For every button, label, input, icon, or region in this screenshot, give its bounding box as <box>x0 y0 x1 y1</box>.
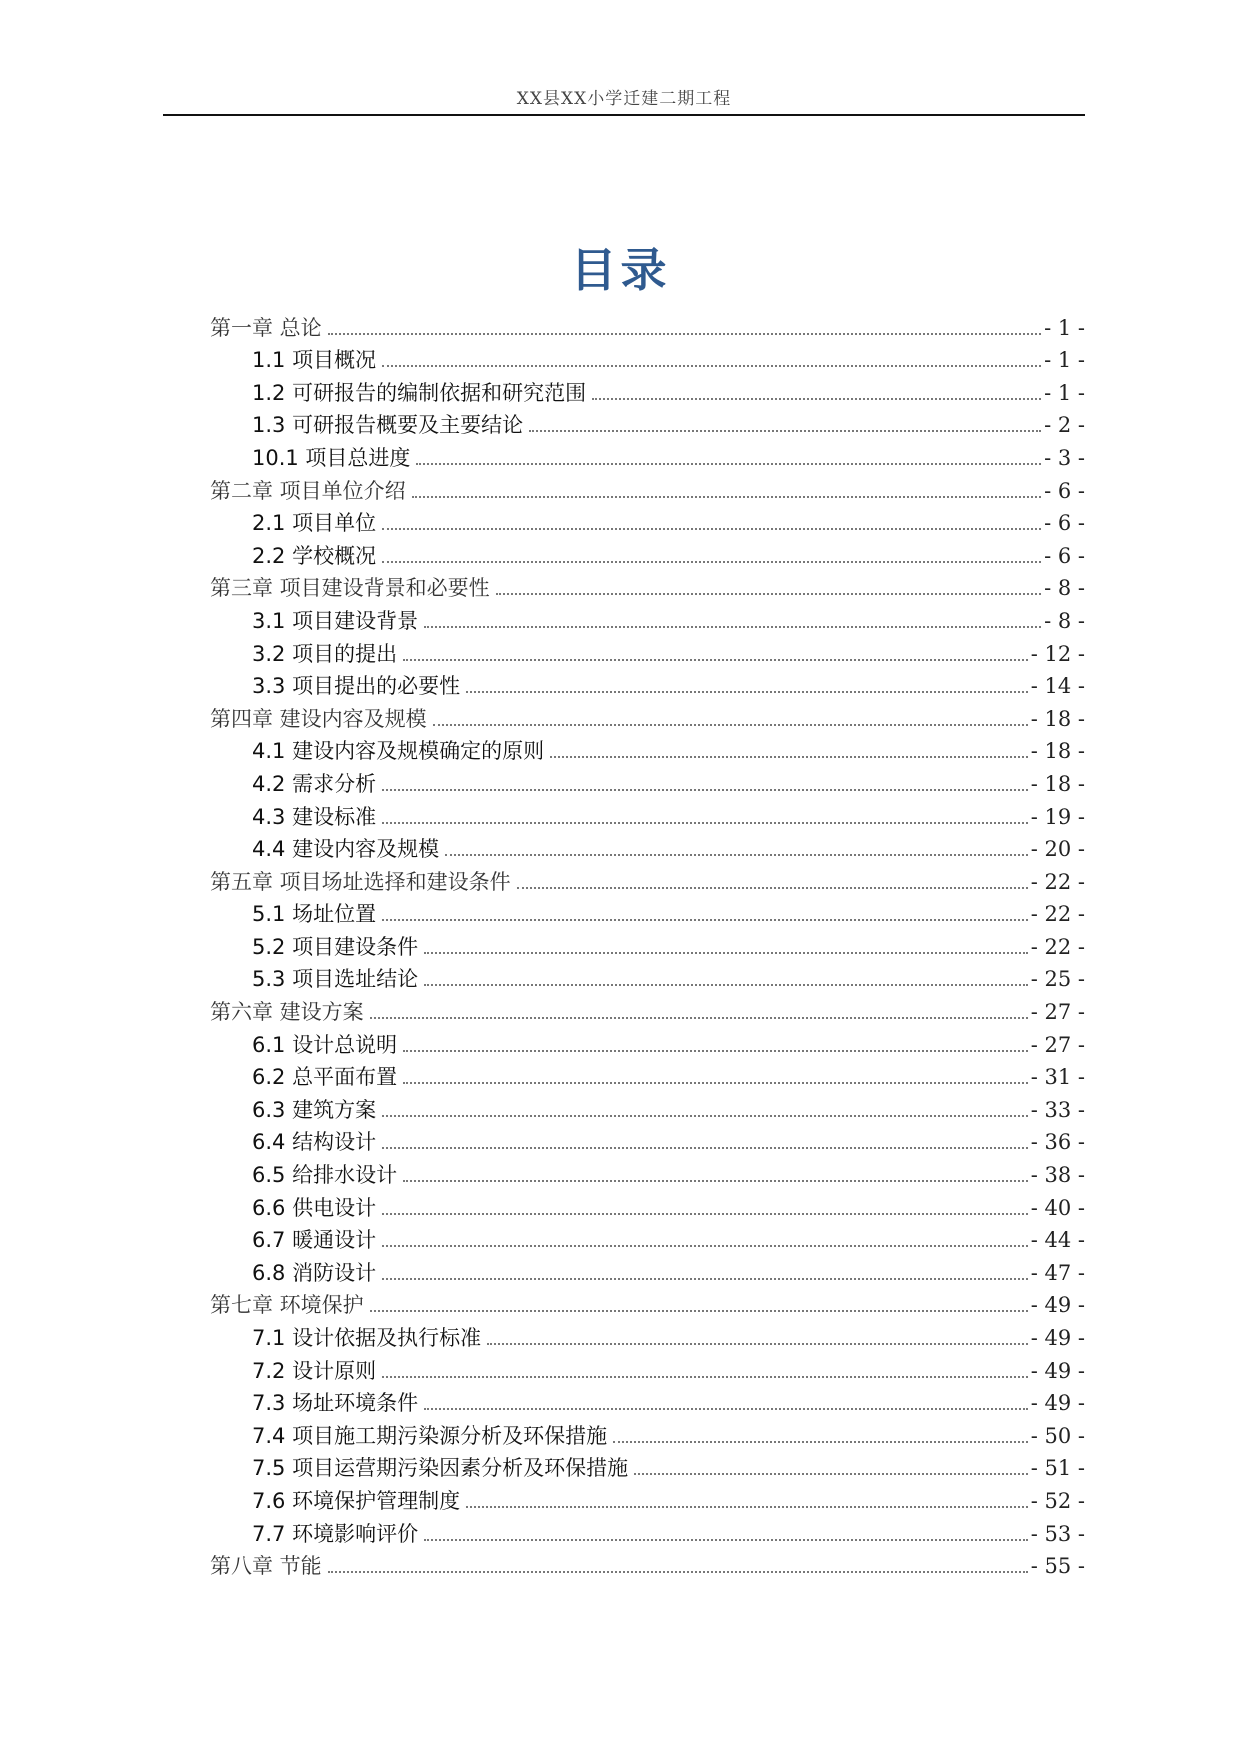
toc-page-number: - 12 - <box>1030 641 1085 666</box>
toc-page-number: - 6 - <box>1044 511 1085 536</box>
toc-entry-label: 2.2 学校概况 <box>252 543 377 568</box>
toc-dot-leader <box>529 430 1041 432</box>
toc-dot-leader <box>382 1376 1028 1378</box>
toc-dot-leader <box>328 333 1041 335</box>
toc-section-entry[interactable] <box>210 962 1085 995</box>
toc-entry-label: 7.3 场址环境条件 <box>252 1391 419 1416</box>
toc-entry-label: 6.3 建筑方案 <box>252 1097 377 1122</box>
toc-dot-leader <box>382 822 1028 824</box>
toc-dot-leader <box>496 593 1041 595</box>
toc-chapter-entry[interactable] <box>210 571 1085 604</box>
toc-dot-leader <box>382 1147 1028 1149</box>
toc-entry-label: 7.2 设计原则 <box>252 1358 377 1383</box>
toc-section-entry[interactable] <box>210 1353 1085 1386</box>
toc-entry-label: 5.3 项目选址结论 <box>252 967 419 992</box>
toc-page-number: - 40 - <box>1030 1195 1085 1220</box>
toc-dot-leader <box>424 1539 1028 1541</box>
toc-page-number: - 52 - <box>1030 1488 1085 1513</box>
toc-dot-leader <box>433 724 1028 726</box>
toc-entry-label: 6.7 暖通设计 <box>252 1228 377 1253</box>
toc-entry-label: 10.1 项目总进度 <box>252 445 411 470</box>
toc-dot-leader <box>613 1441 1028 1443</box>
toc-section-entry[interactable] <box>210 1092 1085 1125</box>
toc-page-number: - 6 - <box>1044 543 1085 568</box>
toc-dot-leader <box>466 691 1028 693</box>
toc-page-number: - 6 - <box>1044 478 1085 503</box>
toc-entry-label: 4.2 需求分析 <box>252 771 377 796</box>
toc-chapter-entry[interactable] <box>210 310 1085 343</box>
toc-dot-leader <box>487 1343 1028 1345</box>
toc-dot-leader <box>445 854 1028 856</box>
toc-section-entry[interactable] <box>210 799 1085 832</box>
toc-section-entry[interactable] <box>210 1125 1085 1158</box>
toc-page-number: - 44 - <box>1030 1228 1085 1253</box>
running-header: XX县XX小学迁建二期工程 <box>516 89 732 109</box>
toc-chapter-entry[interactable] <box>210 864 1085 897</box>
toc-section-entry[interactable] <box>210 1386 1085 1419</box>
toc-entry-label: 4.1 建设内容及规模确定的原则 <box>252 739 545 764</box>
toc-entry-label: 7.5 项目运营期污染因素分析及环保措施 <box>252 1456 629 1481</box>
toc-section-entry[interactable] <box>210 408 1085 441</box>
toc-section-entry[interactable] <box>210 1190 1085 1223</box>
toc-entry-label: 6.5 给排水设计 <box>252 1163 398 1188</box>
toc-page-number: - 49 - <box>1030 1358 1085 1383</box>
toc-dot-leader <box>328 1571 1028 1573</box>
toc-entry-label: 第八章 节能 <box>210 1554 322 1579</box>
toc-entry-label: 7.1 设计依据及执行标准 <box>252 1326 482 1350</box>
toc-section-entry[interactable] <box>210 375 1085 408</box>
toc-page-number: - 51 - <box>1030 1456 1085 1481</box>
toc-entry-label: 3.1 项目建设背景 <box>252 608 419 633</box>
toc-section-entry[interactable] <box>210 506 1085 539</box>
toc-section-entry[interactable] <box>210 1157 1085 1190</box>
toc-dot-leader <box>382 1278 1028 1280</box>
toc-section-entry[interactable] <box>210 603 1085 636</box>
toc-dot-leader <box>416 463 1041 465</box>
toc-dot-leader <box>424 626 1041 628</box>
toc-entry-label: 6.6 供电设计 <box>252 1195 377 1220</box>
toc-dot-leader <box>592 398 1041 400</box>
header-divider <box>163 114 1085 116</box>
toc-dot-leader <box>424 1408 1028 1410</box>
toc-page-number: - 8 - <box>1044 608 1085 633</box>
toc-section-entry[interactable] <box>210 766 1085 799</box>
toc-page-number: - 38 - <box>1030 1163 1085 1188</box>
toc-chapter-entry[interactable] <box>210 1549 1085 1582</box>
toc-page-number: - 53 - <box>1030 1521 1085 1546</box>
toc-page-number: - 22 - <box>1030 934 1085 959</box>
toc-entry-label: 第一章 总论 <box>210 315 322 340</box>
toc-page-number: - 50 - <box>1030 1423 1085 1448</box>
toc-page-number: - 25 - <box>1030 967 1085 992</box>
toc-dot-leader <box>517 887 1028 889</box>
toc-dot-leader <box>370 1017 1028 1019</box>
toc-page-number: - 22 - <box>1030 902 1085 927</box>
toc-page-number: - 49 - <box>1030 1293 1085 1318</box>
toc-entry-label: 第五章 项目场址选择和建设条件 <box>210 869 511 894</box>
toc-dot-leader <box>382 1213 1028 1215</box>
toc-page-number: - 47 - <box>1030 1260 1085 1285</box>
toc-entry-label: 6.4 结构设计 <box>252 1130 377 1155</box>
toc-entry-label: 5.2 项目建设条件 <box>252 934 419 959</box>
toc-chapter-entry[interactable] <box>210 1288 1085 1321</box>
toc-dot-leader <box>403 1050 1028 1052</box>
toc-page-number: - 27 - <box>1030 1000 1085 1025</box>
toc-section-entry[interactable] <box>210 734 1085 767</box>
toc-section-entry[interactable] <box>210 538 1085 571</box>
toc-entry-label: 3.3 项目提出的必要性 <box>252 674 461 699</box>
toc-dot-leader <box>634 1473 1028 1475</box>
toc-dot-leader <box>424 984 1028 986</box>
toc-entry-label: 4.3 建设标准 <box>252 804 377 829</box>
toc-section-entry[interactable] <box>210 832 1085 865</box>
toc-section-entry[interactable] <box>210 669 1085 702</box>
toc-dot-leader <box>403 659 1028 661</box>
toc-page-number: - 2 - <box>1044 413 1085 438</box>
toc-dot-leader <box>382 1245 1028 1247</box>
toc-entry-label: 6.2 总平面布置 <box>252 1065 398 1090</box>
toc-entry-label: 7.6 环境保护管理制度 <box>252 1488 461 1513</box>
toc-page-number: - 22 - <box>1030 869 1085 894</box>
toc-dot-leader <box>466 1506 1028 1508</box>
toc-entry-label: 7.7 环境影响评价 <box>252 1521 419 1546</box>
toc-entry-label: 5.1 场址位置 <box>252 902 377 927</box>
toc-page-number: - 49 - <box>1030 1326 1085 1350</box>
toc-dot-leader <box>412 496 1041 498</box>
toc-page-number: - 20 - <box>1030 837 1085 862</box>
toc-page-number: - 19 - <box>1030 804 1085 829</box>
toc-section-entry[interactable] <box>210 1223 1085 1256</box>
toc-section-entry[interactable] <box>210 1451 1085 1484</box>
toc-dot-leader <box>403 1180 1028 1182</box>
toc-entry-label: 1.1 项目概况 <box>252 348 377 373</box>
toc-section-entry[interactable] <box>210 343 1085 376</box>
toc-dot-leader <box>370 1310 1028 1312</box>
page-title: 目录 <box>570 243 671 297</box>
toc-entry-label: 第三章 项目建设背景和必要性 <box>210 576 490 601</box>
toc-page-number: - 1 - <box>1044 380 1085 405</box>
toc-section-entry[interactable] <box>210 897 1085 930</box>
toc-section-entry[interactable] <box>210 1320 1085 1353</box>
toc-page-number: - 55 - <box>1030 1554 1085 1579</box>
toc-page-number: - 3 - <box>1044 445 1085 470</box>
toc-entry-label: 7.4 项目施工期污染源分析及环保措施 <box>252 1423 608 1448</box>
toc-dot-leader <box>550 756 1028 758</box>
toc-section-entry[interactable] <box>210 1027 1085 1060</box>
toc-dot-leader <box>382 789 1028 791</box>
toc-dot-leader <box>424 952 1028 954</box>
toc-entry-label: 4.4 建设内容及规模 <box>252 837 440 862</box>
toc-dot-leader <box>382 365 1041 367</box>
toc-page-number: - 18 - <box>1030 706 1085 731</box>
toc-section-entry[interactable] <box>210 1060 1085 1093</box>
toc-entry-label: 第四章 建设内容及规模 <box>210 706 427 731</box>
toc-dot-leader <box>382 1115 1028 1117</box>
toc-entry-label: 第六章 建设方案 <box>210 1000 364 1025</box>
toc-entry-label: 2.1 项目单位 <box>252 511 377 536</box>
toc-entry-label: 6.1 设计总说明 <box>252 1032 398 1057</box>
toc-chapter-entry[interactable] <box>210 701 1085 734</box>
toc-page-number: - 31 - <box>1030 1065 1085 1090</box>
toc-chapter-entry[interactable] <box>210 994 1085 1027</box>
toc-dot-leader <box>403 1082 1028 1084</box>
toc-page-number: - 18 - <box>1030 771 1085 796</box>
toc-section-entry[interactable] <box>210 1516 1085 1549</box>
toc-page-number: - 1 - <box>1044 315 1085 340</box>
toc-page-number: - 49 - <box>1030 1391 1085 1416</box>
toc-page-number: - 36 - <box>1030 1130 1085 1155</box>
toc-dot-leader <box>382 528 1041 530</box>
toc-chapter-entry[interactable] <box>210 473 1085 506</box>
toc-dot-leader <box>382 919 1028 921</box>
toc-dot-leader <box>382 561 1041 563</box>
toc-page-number: - 8 - <box>1044 576 1085 601</box>
toc-page-number: - 18 - <box>1030 739 1085 764</box>
toc-entry-label: 1.3 可研报告概要及主要结论 <box>252 413 524 438</box>
toc-section-entry[interactable] <box>210 440 1085 473</box>
toc-page-number: - 27 - <box>1030 1032 1085 1057</box>
toc-page-number: - 14 - <box>1030 674 1085 699</box>
table-of-contents <box>210 310 1085 1581</box>
toc-entry-label: 3.2 项目的提出 <box>252 641 398 666</box>
toc-section-entry[interactable] <box>210 929 1085 962</box>
toc-page-number: - 33 - <box>1030 1097 1085 1122</box>
toc-section-entry[interactable] <box>210 1483 1085 1516</box>
toc-entry-label: 第七章 环境保护 <box>210 1293 364 1318</box>
toc-entry-label: 6.8 消防设计 <box>252 1260 377 1285</box>
toc-entry-label: 1.2 可研报告的编制依据和研究范围 <box>252 380 587 405</box>
toc-page-number: - 1 - <box>1044 348 1085 373</box>
toc-section-entry[interactable] <box>210 1418 1085 1451</box>
toc-section-entry[interactable] <box>210 1255 1085 1288</box>
toc-section-entry[interactable] <box>210 636 1085 669</box>
toc-entry-label: 第二章 项目单位介绍 <box>210 478 406 503</box>
